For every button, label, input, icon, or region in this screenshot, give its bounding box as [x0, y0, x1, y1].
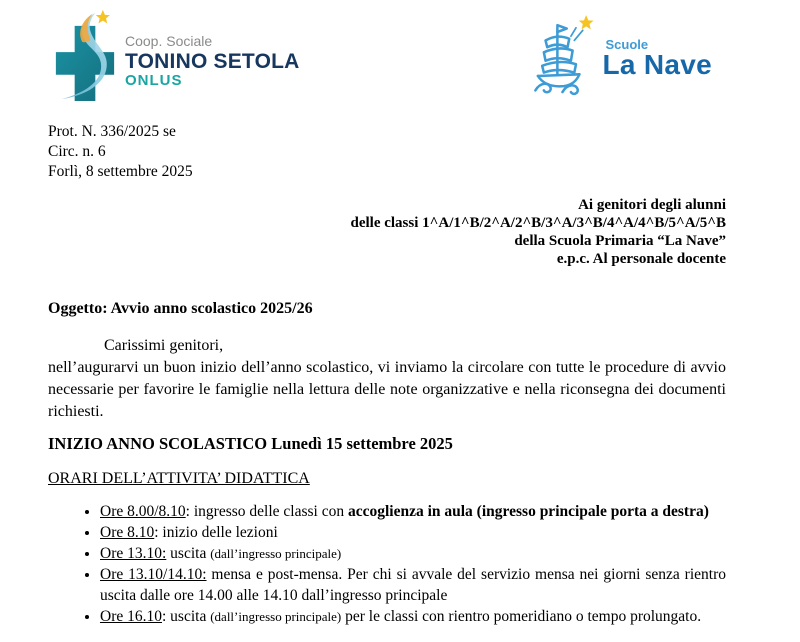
la-nave-label: La Nave [602, 49, 712, 80]
recipient-line: delle classi 1^A/1^B/2^A/2^B/3^A/3^B/4^A/4^B/5^A/5^B [350, 215, 726, 231]
star-icon [578, 15, 593, 29]
schedule-time: Ore 8.00/8.10 [100, 503, 186, 520]
place-date: Forlì, 8 settembre 2025 [48, 163, 193, 180]
onlus-label: ONLUS [125, 72, 183, 90]
scuole-label: Scuole [605, 37, 649, 52]
la-nave-logo [532, 8, 713, 100]
schedule-time: Ore 16.10 [100, 608, 162, 625]
intro-paragraph: nell’augurarvi un buon inizio dell’anno scolastico, vi inviamo la circolare con tutte le procedure di avvio necessarie per favorire le famiglie nella lettura delle note organizzative e nella riconsegna dei documenti richiesti. [48, 359, 726, 420]
tonino-setola-logo [54, 8, 300, 102]
coop-sociale-label: Coop. Sociale [125, 33, 213, 49]
recipient-line: Ai genitori degli alunni [578, 197, 726, 213]
schedule-item [100, 543, 726, 564]
schedule-time: Ore 8.10 [100, 524, 155, 541]
schedule-text: mensa e post-mensa. Per chi si avvale del servizio mensa nei giorni senza rientro uscita dalle ore 14.00 alle 14.10 dall’ingresso principale [100, 566, 726, 604]
schedule-text: uscita [166, 545, 211, 562]
schedule-text: : uscita [162, 608, 211, 625]
recipient-line: e.p.c. Al personale docente [556, 251, 726, 267]
subsection-title: ORARI DELL’ATTIVITA’ DIDATTICA [48, 470, 310, 487]
schedule-time: Ore 13.10: [100, 545, 167, 562]
circular-number: Circ. n. 6 [48, 143, 106, 160]
schedule-item [100, 501, 726, 522]
cross-swoosh-logo-icon [54, 8, 116, 102]
recipients-block [48, 196, 726, 268]
protocol-number: Prot. N. 336/2025 se [48, 123, 176, 140]
recipient-line: della Scuola Primaria “La Nave” [514, 233, 726, 249]
schedule-time: Ore 13.10/14.10: [100, 566, 207, 583]
schedule-small-text: (dall’ingresso principale) [210, 609, 342, 624]
schedule-bold-text: accoglienza in aula (ingresso principale porta a destra) [347, 503, 709, 520]
schedule-item [100, 564, 726, 606]
salutation: Carissimi genitori, [104, 337, 224, 354]
schedule-small-text: (dall’ingresso principale) [210, 546, 342, 561]
tonino-setola-wordmark [125, 34, 300, 102]
star-icon [96, 10, 110, 24]
section-title: INIZIO ANNO SCOLASTICO Lunedì 15 settembre 2025 [48, 434, 453, 453]
la-nave-wordmark [603, 38, 713, 100]
tonino-setola-label: TONINO SETOLA [125, 49, 300, 73]
header-logos [48, 8, 726, 108]
ship-logo-icon [532, 8, 598, 100]
schedule-list [48, 501, 726, 627]
schedule-text: per le classi con rientro pomeridiano o tempo prolungato. [341, 608, 702, 625]
subject-line: Oggetto: Avvio anno scolastico 2025/26 [48, 300, 313, 317]
schedule-text: : ingresso delle classi con [185, 503, 348, 520]
schedule-item [100, 606, 726, 627]
schedule-item [100, 522, 726, 543]
protocol-block [48, 122, 726, 182]
schedule-text: : inizio delle lezioni [154, 524, 278, 541]
